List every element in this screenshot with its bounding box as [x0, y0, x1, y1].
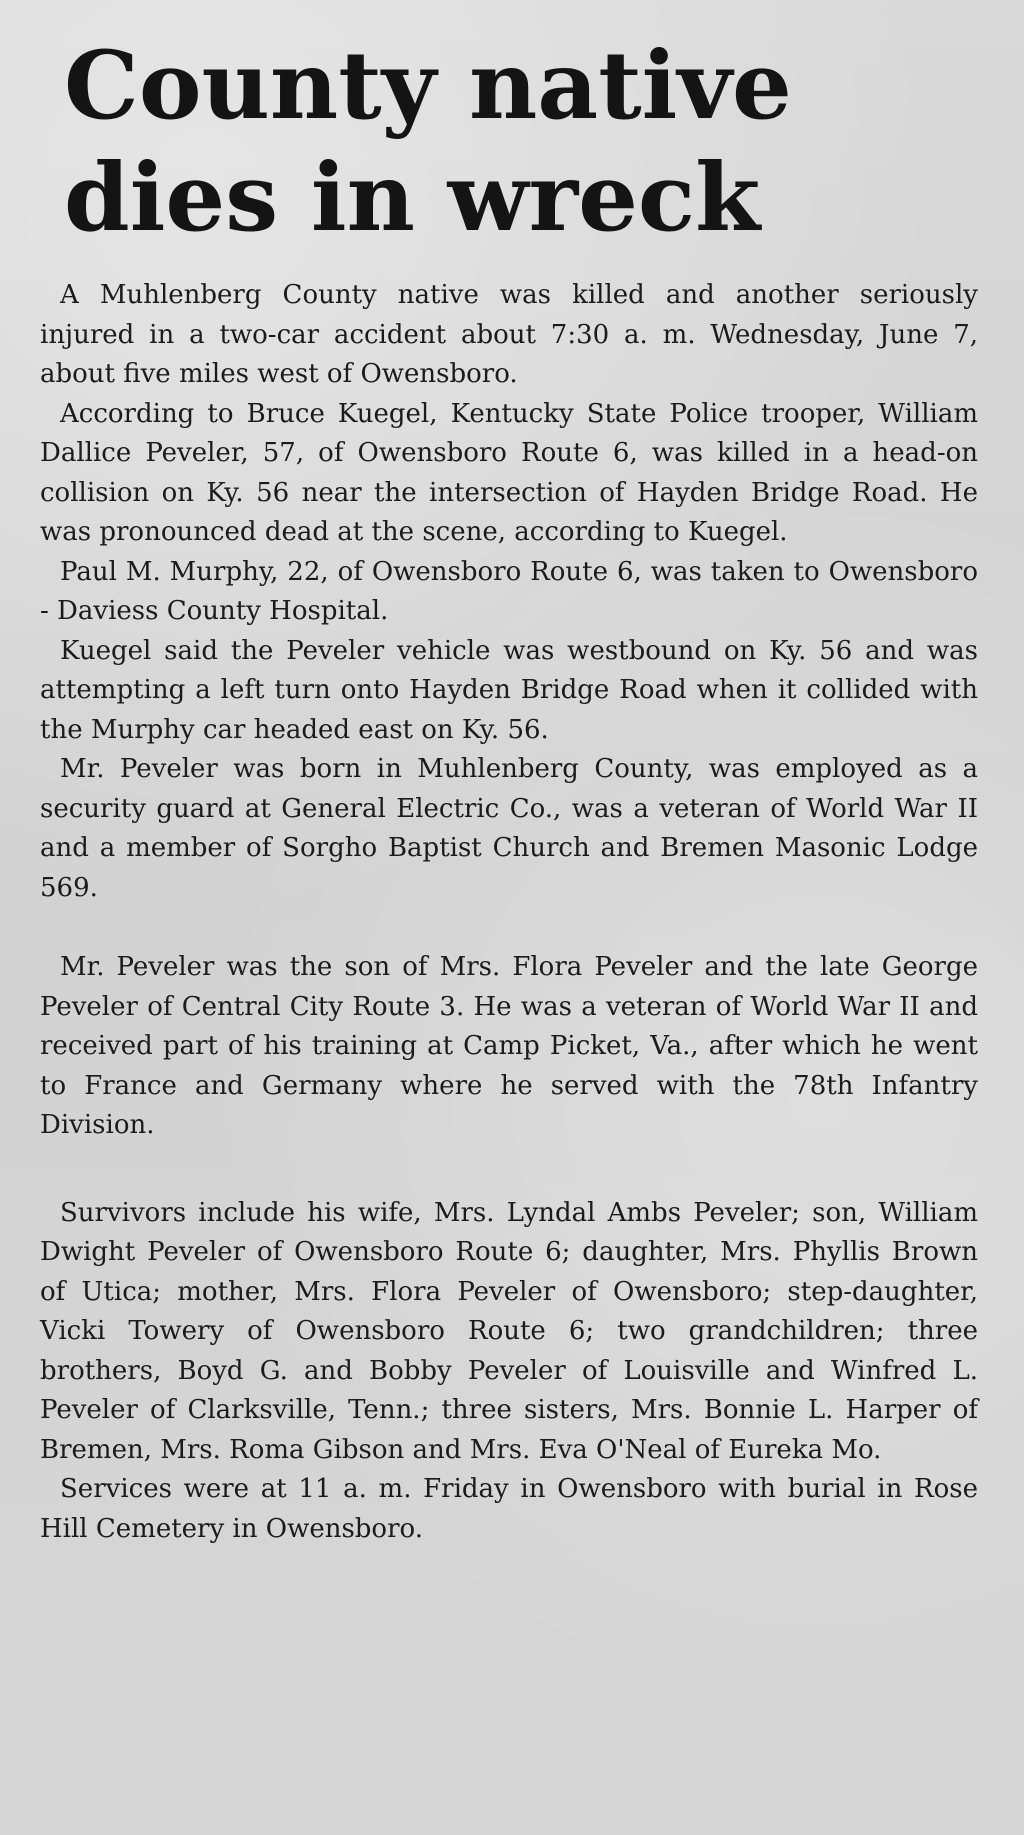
paragraph-lead: A Muhlenberg County native was killed and another seriously injured in a two-car accident about 7:30 a. m. Wednesday, June 7, about five miles west of Owensboro. [40, 280, 978, 389]
paragraph-spacer [40, 1146, 978, 1194]
paragraph-services: Services were at 11 a. m. Friday in Owensboro with burial in Rose Hill Cemetery in Owensboro. [40, 1474, 978, 1544]
headline-line-1: County native [64, 31, 792, 141]
headline-line-2: dies in wreck [64, 143, 761, 253]
article-body [40, 276, 978, 1549]
paragraph-trooper-report: According to Bruce Kuegel, Kentucky State Police trooper, William Dallice Peveler, 57, of Owensboro Route 6, was killed in a head-on collision on Ky. 56 near the intersection of Hayden Bridge Road. He was pronounced dead at the scene, according to Kuegel. [40, 398, 978, 547]
paragraph-family-service: Mr. Peveler was the son of Mrs. Flora Peveler and the late George Peveler of Central City Route 3. He was a veteran of World War II and received part of his training at Camp Picket, Va., after which he went to France and Germany where he served with the 78th Infantry Division. [40, 952, 978, 1140]
paragraph-biography: Mr. Peveler was born in Muhlenberg County, was employed as a security guard at General Electric Co., was a veteran of World War II and a member of Sorgho Baptist Church and Bremen Masonic Lodge 569. [40, 754, 978, 903]
paragraph-collision: Kuegel said the Peveler vehicle was westbound on Ky. 56 and was attempting a left turn onto Hayden Bridge Road when it collided with the Murphy car headed east on Ky. 56. [40, 635, 978, 745]
paragraph-injured: Paul M. Murphy, 22, of Owensboro Route 6, was taken to Owensboro - Daviess County Hospital. [40, 556, 978, 626]
paragraph-survivors: Survivors include his wife, Mrs. Lyndal Ambs Peveler; son, William Dwight Peveler of Owensboro Route 6; daughter, Mrs. Phyllis Brown of Utica; mother, Mrs. Flora Peveler of Owensboro; step-daughter, Vicki Towery of Owensboro Route 6; two grandchildren; three brothers, Boyd G. and Bobby Peveler of Louisville and Winfred L. Peveler of Clarksville, Tenn.; three sisters, Mrs. Bonnie L. Harper of Bremen, Mrs. Roma Gibson and Mrs. Eva O'Neal of Eureka Mo. [40, 1197, 978, 1465]
headline [64, 30, 978, 254]
paragraph-spacer [40, 908, 978, 948]
